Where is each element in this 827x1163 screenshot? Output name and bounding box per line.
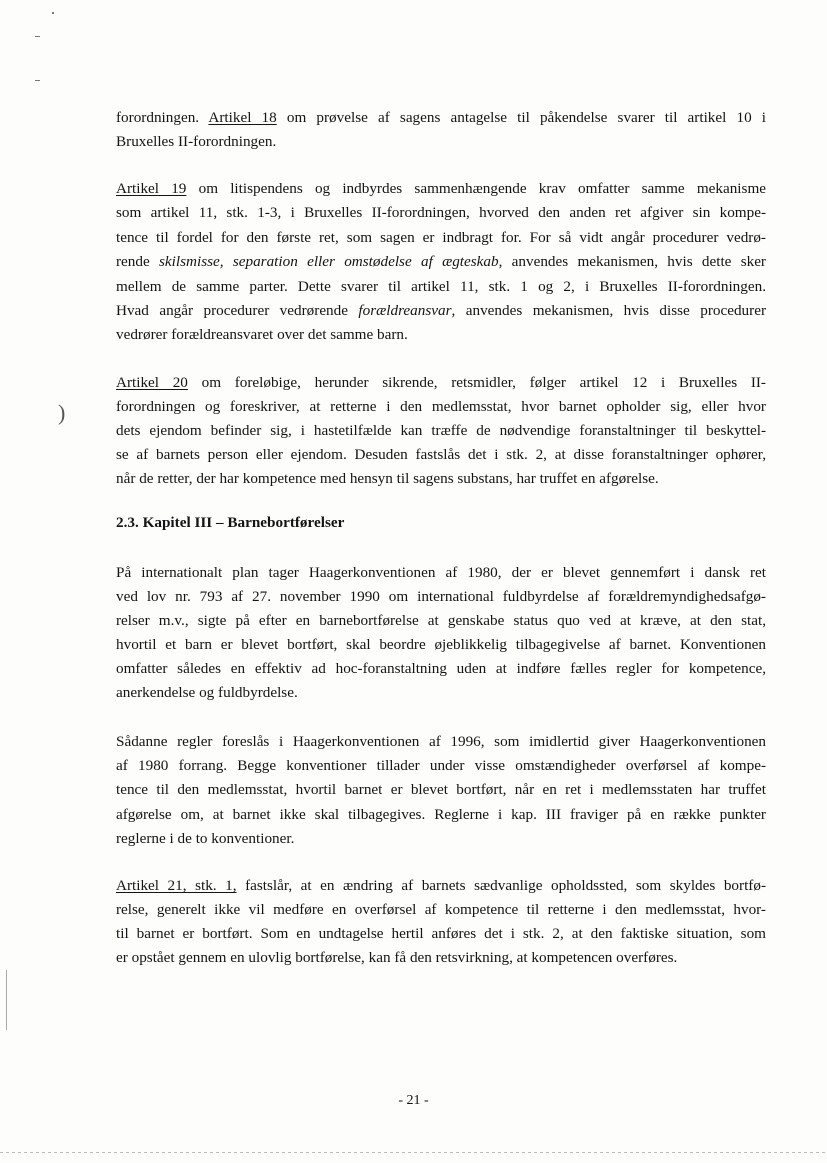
text-line: når de retter, der har kompetence med hensyn til sagens substans, har truffet en afgørelse. — [116, 470, 659, 487]
text-line: relser m.v., sigte på efter en barnebortførelse at genskabe status quo ved at kræve, at den stat, — [116, 612, 766, 629]
section-heading: 2.3. Kapitel III – Barnebortførelser — [116, 514, 345, 531]
text-line: til barnet er bortført. Som en undtagelse hertil anføres det i stk. 2, at den faktiske situation, som — [116, 925, 766, 942]
text-line: Artikel 20 om foreløbige, herunder sikrende, retsmidler, følger artikel 12 i Bruxelles II- — [116, 374, 766, 391]
italic-term: forældreansvar — [358, 302, 452, 319]
text-line: Artikel 21, stk. 1, fastslår, at en ændring af barnets sædvanlige opholdssted, som skyldes bortfø- — [116, 877, 767, 894]
text-line: tence til fordel for den første ret, som sagen er indbragt for. For så vidt angår procedurer vedrø- — [116, 229, 766, 246]
text-line: anerkendelse og fuldbyrdelse. — [116, 684, 298, 701]
text-line: tence til den medlemsstat, hvortil barnet er blevet bortført, når en ret i medlemsstaten har truffet — [116, 781, 766, 798]
text-line: Bruxelles II-forordningen. — [116, 133, 277, 150]
text-line: Hvad angår procedurer vedrørende forældreansvar, anvendes mekanismen, hvis disse procedurer — [116, 302, 767, 319]
article-reference: Artikel 20 — [116, 374, 188, 391]
text-line: vedrører forældreansvaret over det samme barn. — [116, 326, 408, 343]
article-reference: Artikel 21, stk. 1, — [116, 877, 237, 894]
text-line: afgørelse om, at barnet ikke skal tilbagegives. Reglerne i kap. III fraviger på en række punkter — [116, 806, 766, 823]
scan-bottom-edge — [0, 1152, 827, 1153]
scan-speck — [35, 36, 40, 37]
article-reference: Artikel 18 — [208, 109, 277, 126]
text-line: ved lov nr. 793 af 27. november 1990 om international fuldbyrdelse af forældremyndighedsafgø- — [116, 588, 766, 605]
page-number: - 21 - — [398, 1093, 429, 1108]
text-line: Sådanne regler foreslås i Haagerkonventionen af 1996, som imidlertid giver Haagerkonventionen — [116, 733, 766, 750]
text-line: reglerne i de to konventioner. — [116, 830, 295, 847]
text-line: mellem de samme parter. Dette svarer til artikel 11, stk. 1 og 2, i Bruxelles II-forordningen. — [116, 278, 766, 295]
text-line: se af barnets person eller ejendom. Desuden fastslås det i stk. 2, at disse foranstaltninger ophører, — [116, 446, 766, 463]
text-line: relse, generelt ikke vil medføre en overførsel af kompetence til retterne i den medlemsstat, hvor- — [116, 901, 766, 918]
scan-speck — [52, 12, 54, 14]
text-line: forordningen. Artikel 18 om prøvelse af sagens antagelse til påkendelse svarer til artikel 10 i — [116, 109, 767, 126]
text-line: er opstået gennem en ulovlig bortførelse, kan få den retsvirkning, at kompetencen overføres. — [116, 949, 678, 966]
scan-edge-line — [6, 970, 7, 1030]
scan-speck — [35, 80, 40, 81]
italic-term: skilsmisse, separation eller omstødelse af ægteskab — [159, 253, 499, 270]
text-line: På internationalt plan tager Haagerkonventionen af 1980, der er blevet gennemført i dansk ret — [116, 564, 766, 581]
text-line: af 1980 forrang. Begge konventioner tillader under visse omstændigheder overførsel af kompe- — [116, 757, 766, 774]
text-line: hvortil et barn er blevet bortført, skal beordre øjeblikkelig tilbagegivelse af barnet. Konventionen — [116, 636, 766, 653]
text-line: Artikel 19 om litispendens og indbyrdes sammenhængende krav omfatter samme mekanisme — [116, 180, 766, 197]
text-line: som artikel 11, stk. 1-3, i Bruxelles II-forordningen, hvorved den anden ret afgiver sin kompe- — [116, 204, 766, 221]
text-line: forordningen og foreskriver, at retterne i den medlemsstat, hvor barnet opholder sig, eller hvor — [116, 398, 766, 415]
text-line: omfatter således en effektiv ad hoc-foranstaltning uden at indføre fælles regler for kompetence, — [116, 660, 766, 677]
article-reference: Artikel 19 — [116, 180, 187, 197]
scan-margin-mark: ) — [58, 400, 66, 425]
text-line: rende skilsmisse, separation eller omstødelse af ægteskab, anvendes mekanismen, hvis dette sker — [116, 253, 766, 270]
text-line: dets ejendom befinder sig, i hastetilfælde kan træffe de nødvendige foranstaltninger til beskyttel- — [116, 422, 766, 439]
